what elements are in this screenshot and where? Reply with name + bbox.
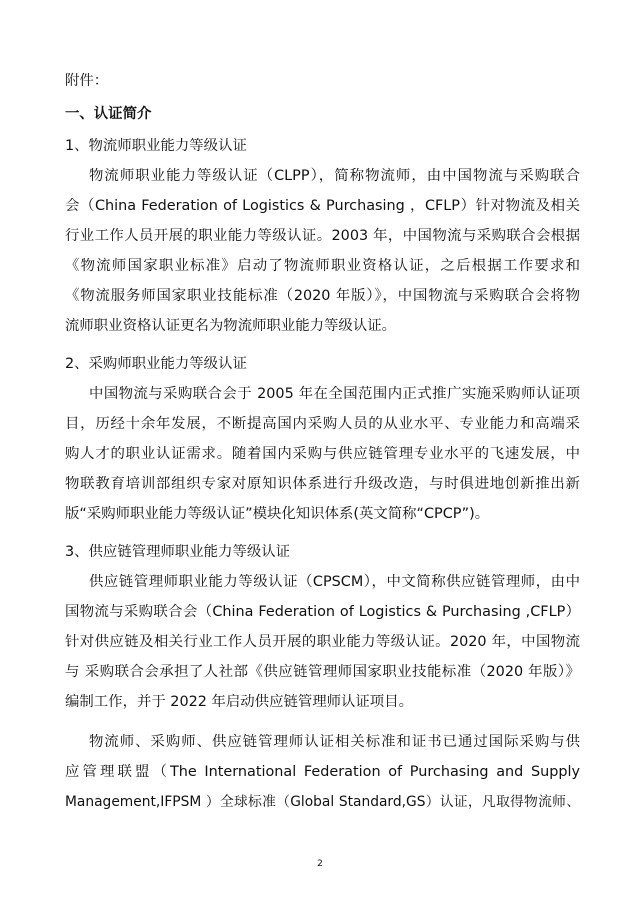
cpcp-heading: 2、采购师职业能力等级认证	[65, 356, 247, 372]
clpp-line-5: 《物流服务师国家职业技能标准（2020 年版）》，中国物流与采购联合会将物	[65, 288, 580, 304]
ifpsm-line-2: 应管理联盟（The International Federation of Purchasing and Supply	[65, 764, 580, 780]
cpcp-line-1: 中国物流与采购联合会于 2005 年在全国范围内正式推广实施采购师认证项	[89, 386, 580, 402]
clpp-line-1: 物流师职业能力等级认证（CLPP），简称物流师，由中国物流与采购联合	[89, 168, 580, 184]
cpscm-line-3: 针对供应链及相关行业工作人员开展的职业能力等级认证。2020 年，中国物流	[65, 634, 580, 650]
clpp-line-6: 流师职业资格认证更名为物流师职业能力等级认证。	[65, 318, 396, 334]
clpp-line-3: 行业工作人员开展的职业能力等级认证。2003 年，中国物流与采购联合会根据	[65, 228, 580, 244]
attachment-label: 附件：	[65, 73, 109, 89]
cpcp-line-3: 购人才的职业认证需求。随着国内采购与供应链管理专业水平的飞速发展，中	[65, 446, 580, 462]
cpscm-line-4: 与 采购联合会承担了人社部《供应链管理师国家职业技能标准（2020 年版）》	[65, 664, 580, 680]
cpscm-line-5: 编制工作，并于 2022 年启动供应链管理师认证项目。	[65, 694, 413, 710]
cpscm-line-1: 供应链管理师职业能力等级认证（CPSCM），中文简称供应链管理师，由中	[89, 574, 580, 590]
cpcp-line-5: 版“采购师职业能力等级认证”模块化知识体系(英文简称“CPCP”)。	[65, 506, 490, 522]
ifpsm-line-1: 物流师、采购师、供应链管理师认证相关标准和证书已通过国际采购与供	[89, 734, 580, 750]
clpp-line-2: 会（China Federation of Logistics & Purchasing ，CFLP）针对物流及相关	[65, 198, 580, 214]
cpcp-line-4: 物联教育培训部组织专家对原知识体系进行升级改造，与时俱进地创新推出新	[65, 476, 580, 492]
cpcp-line-2: 目，历经十余年发展，不断提高国内采购人员的从业水平、专业能力和高端采	[65, 416, 580, 432]
clpp-heading: 1、物流师职业能力等级认证	[65, 138, 247, 154]
clpp-line-4: 《物流师国家职业标准》启动了物流师职业资格认证，之后根据工作要求和	[65, 258, 580, 274]
ifpsm-line-3: Management,IFPSM ）全球标准（Global Standard,GS）认证，凡取得物流师、	[65, 794, 580, 810]
page-number: 2	[317, 859, 323, 869]
section-heading: 一、认证简介	[65, 106, 152, 122]
cpscm-heading: 3、供应链管理师职业能力等级认证	[65, 544, 291, 560]
cpscm-line-2: 国物流与采购联合会（China Federation of Logistics & Purchasing ,CFLP）	[65, 604, 580, 620]
